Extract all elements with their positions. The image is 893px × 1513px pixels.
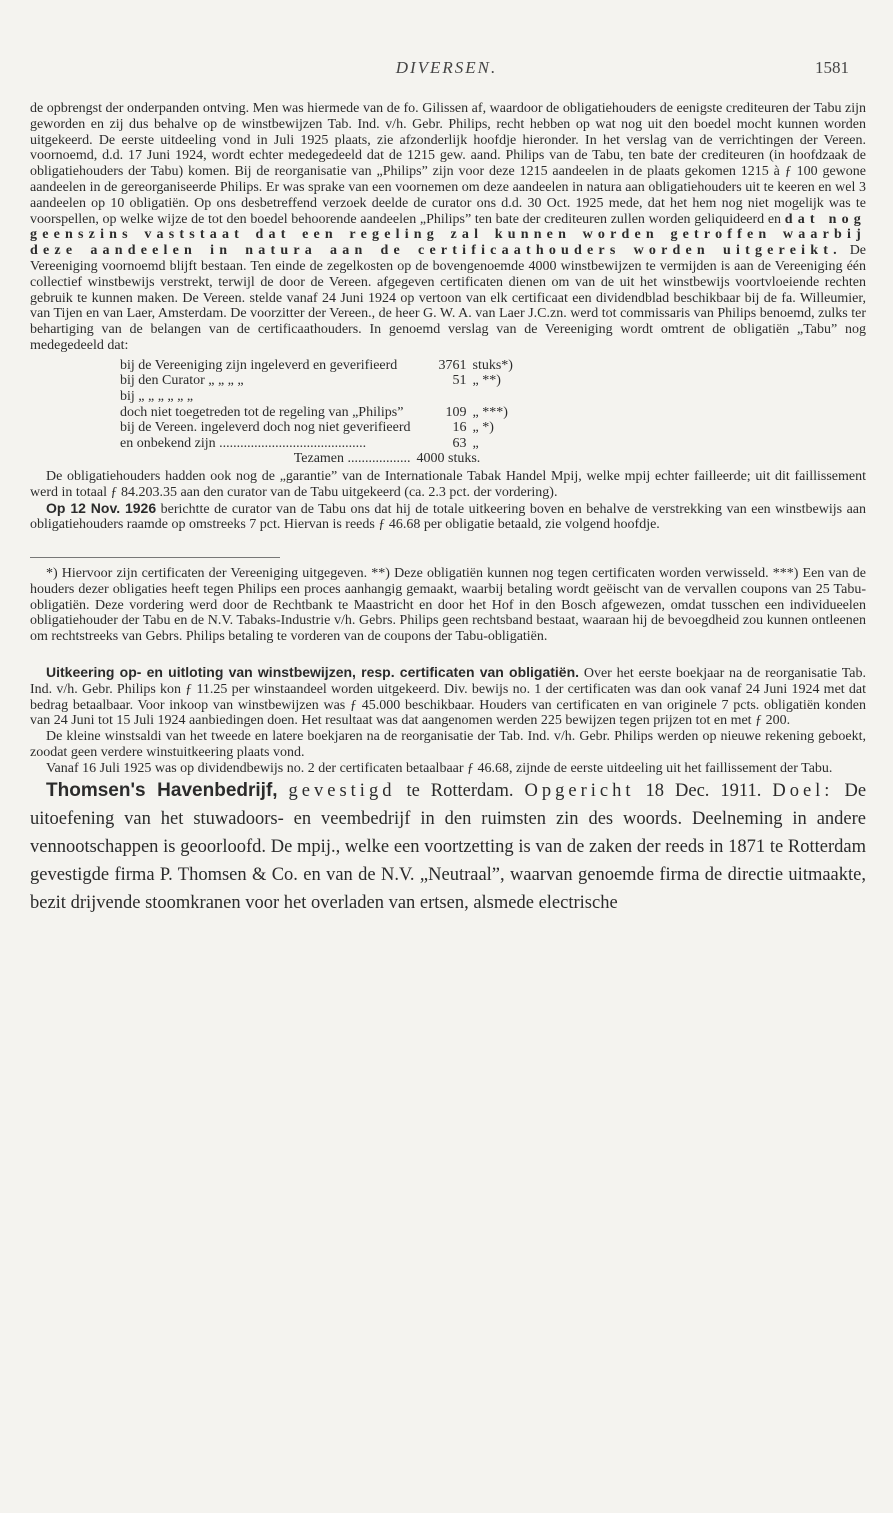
- paragraph-tabu: de opbrengst der onderpanden ontving. Men was hiermede van de fo. Gilissen af, waardoor de obligatiehouders de eenigste crediteuren der Tabu zijn geworden en zij dus behalve op de winstbewijzen Tab. Ind. v/h. Gebr. Philips, recht hebben op wat nog uit den boedel mocht kunnen worden uitgekeerd. De eerste uitdeeling vond in Juli 1925 plaats, zie afzonderlijk hoofdje hieronder. In het verslag van de verrichtingen der Vereen. voornoemd, d.d. 17 Juni 1924, wordt echter medegedeeld dat de 1215 gew. aand. Philips van de Tabu, ten bate der crediteuren (in hoofdzaak de obligatiehouders der Tabu) komen. Bij de reorganisatie van „Philips” zijn voor deze 1215 aandeelen in de plaats gekomen 1215 à ƒ 100 gewone aandeelen in de gereorganiseerde Philips. Er was sprake van een voornemen om deze aandeelen in natura aan obligatiehouders uit te keeren en wel 3 aandeelen op 10 obligatiën. Op ons desbetreffend verzoek deelde de curator ons d.d. 30 Oct. 1925 mede, dat het hem nog niet mogelijk was te voorspellen, op welke wijze de tot den boedel behoorende aandeelen „Philips” ten bate der crediteuren zullen worden geliquideerd en dat nog geenszins vaststaat dat een regeling zal kunnen worden getroffen waarbij deze aandeelen in natura aan de certificaathouders worden uitgereikt. De Vereeniging voornoemd blijft bestaan. Ten einde de zegelkosten op de bovengenoemde 4000 winstbewijzen te vermijden is aan de Vereeniging één collectief winstbewijs verstrekt, terwijl de door de Vereen. afgegeven certificaten dienen om van de uit het winstbewijs voortvloeiende rechten gebruik te kunnen maken. De Vereen. stelde vanaf 24 Juni 1924 op vertoon van elk certificaat een dividendblad beschikbaar bij de fa. Willeumier, van Tijen en van Laer, Amsterdam. De voorzitter der Vereen., de heer G. W. A. van Laer J.C.zn. werd tot commissaris van Philips benoemd, zulks ter behartiging van de belangen van de certificaathouders. In genoemd verslag van de Vereeniging wordt omtrent de obligatiën „Tabu” nog medegedeeld dat:: [30, 101, 867, 353]
- table-row: bij „ „ „ „ „ „: [120, 388, 194, 404]
- table-row: bij de Vereen. ingeleverd doch nog niet geverifieerd 16 „ *): [120, 420, 494, 436]
- table-row: doch niet toegetreden tot de regeling van „Philips” 109 „ ***): [120, 404, 508, 420]
- page-number: 1581: [815, 58, 849, 77]
- section-heading: Uitkeering op- en uitloting van winstbewijzen, resp. certificaten van obligatiën.: [46, 664, 580, 681]
- table-row: bij de Vereeniging zijn ingeleverd en geverifieerd 3761 stuks*): [120, 357, 513, 373]
- section-paragraph: Vanaf 16 Juli 1925 was op dividendbewijs no. 2 der certificaten betaalbaar ƒ 46.68, zijnde de eerste uitdeeling uit het faillissement der Tabu.: [46, 760, 833, 776]
- table-row: en onbekend zijn .......................................... 63 „: [120, 435, 479, 451]
- section-uitkeering: Uitkeering op- en uitloting van winstbewijzen, resp. certificaten van obligatiën. Over het eerste boekjaar na de reorganisatie Tab. Ind. v/h. Gebr. Philips kon ƒ 11.25 per winstaandeel worden uitgekeerd. Div. bewijs no. 1 der certificaten was dan ook vanaf 24 Juni 1924 met dat bedrag betaalbaar. Voor inkoop van winstbewijzen was ƒ 45.000 beschikbaar. Houders van certificaten en van originele 7 pcts. obligatiën konden van 24 Juni tot 15 Juli 1924 aanbiedingen doen. Het resultaat was dat aangenomen werden 225 bewijzen tegen prijzen tot en met ƒ 200.: [30, 664, 866, 729]
- paragraph-garantie: De obligatiehouders hadden ook nog de „garantie” van de Internationale Tabak Handel Mpij, welke mpij echter failleerde; uit dit faillissement werd in totaal ƒ 84.203.35 aan den curator van de Tabu uitgekeerd (ca. 2.3 pct. der vordering).: [30, 468, 866, 500]
- table-row: bij den Curator „ „ „ „ 51 „ **): [120, 373, 501, 389]
- section-paragraph: De kleine winstsaldi van het tweede en latere boekjaren na de reorganisatie der Tab. Ind. v/h. Gebr. Philips werden op nieuwe rekening geboekt, zoodat geen verdere winstuitkeering plaats vond.: [30, 729, 866, 761]
- date-emphasis: Op 12 Nov. 1926: [46, 499, 157, 516]
- company-name: Thomsen's Havenbedrijf,: [46, 779, 278, 801]
- spaced-emphasis: dat nog geenszins vaststaat dat een regeling zal kunnen worden getroffen waarbij deze aandeelen in natura aan de certificaathouders worden uitgereikt.: [30, 211, 866, 259]
- main-text: [30, 101, 866, 917]
- section-thomsen: Thomsen's Havenbedrijf, gevestigd te Rotterdam. Opgericht 18 Dec. 1911. Doel: De uitoefening van het stuwadoors- en veembedrijf in den ruimsten zin des woords. Deelneming in andere vennootschappen is geoorloofd. De mpij., welke een voortzetting is van de zaken der reeds in 1871 te Rotterdam gevestigde firma P. Thomsen & Co. en van de N.V. „Neutraal”, waarvan genoemde firma de directie uitmaakte, bezit drijvende stoomkranen voor het overladen van ertsen, alsmede electrische: [30, 779, 867, 913]
- footnote-divider: [30, 557, 280, 558]
- footnote: *) Hiervoor zijn certificaten der Vereeniging uitgegeven. **) Deze obligatiën kunnen nog tegen certificaten worden verwisseld. ***) Een van de houders dezer obligaties heeft tegen Philips een proces aanhangig gemaakt, waarbij betaling wordt geëischt van de vervallen coupons van 25 Tabu-obligatiën. Deze vordering werd door de Rechtbank te Maastricht en door het Hof in den Bosch afgewezen, omdat tusschen een individueelen obligatiehouder der Tabu en de N.V. Tabaks-Industrie v/h. Gebrs. Philips geen rechtsband bestaat, waaraan hij de bevoegdheid zou kunnen ontleenen om rechtstreeks van Gebrs. Philips betaling te vorderen van de coupons der Tabu-obligatiën.: [30, 566, 866, 645]
- paragraph-curator: Op 12 Nov. 1926 berichtte de curator van de Tabu ons dat hij de totale uitkeering boven en behalve de verstrekking van een winstbewijs aan obligatiehouders raamde op omstreeks 7 pct. Hiervan is reeds ƒ 46.68 per obligatie betaald, zie volgend hoofdje.: [30, 499, 866, 533]
- page-header: [0, 58, 893, 84]
- table-total-row: Tezamen .................. 4000 stuks.: [293, 451, 481, 467]
- obligations-table: [120, 358, 519, 467]
- running-title: DIVERSEN.: [395, 58, 498, 77]
